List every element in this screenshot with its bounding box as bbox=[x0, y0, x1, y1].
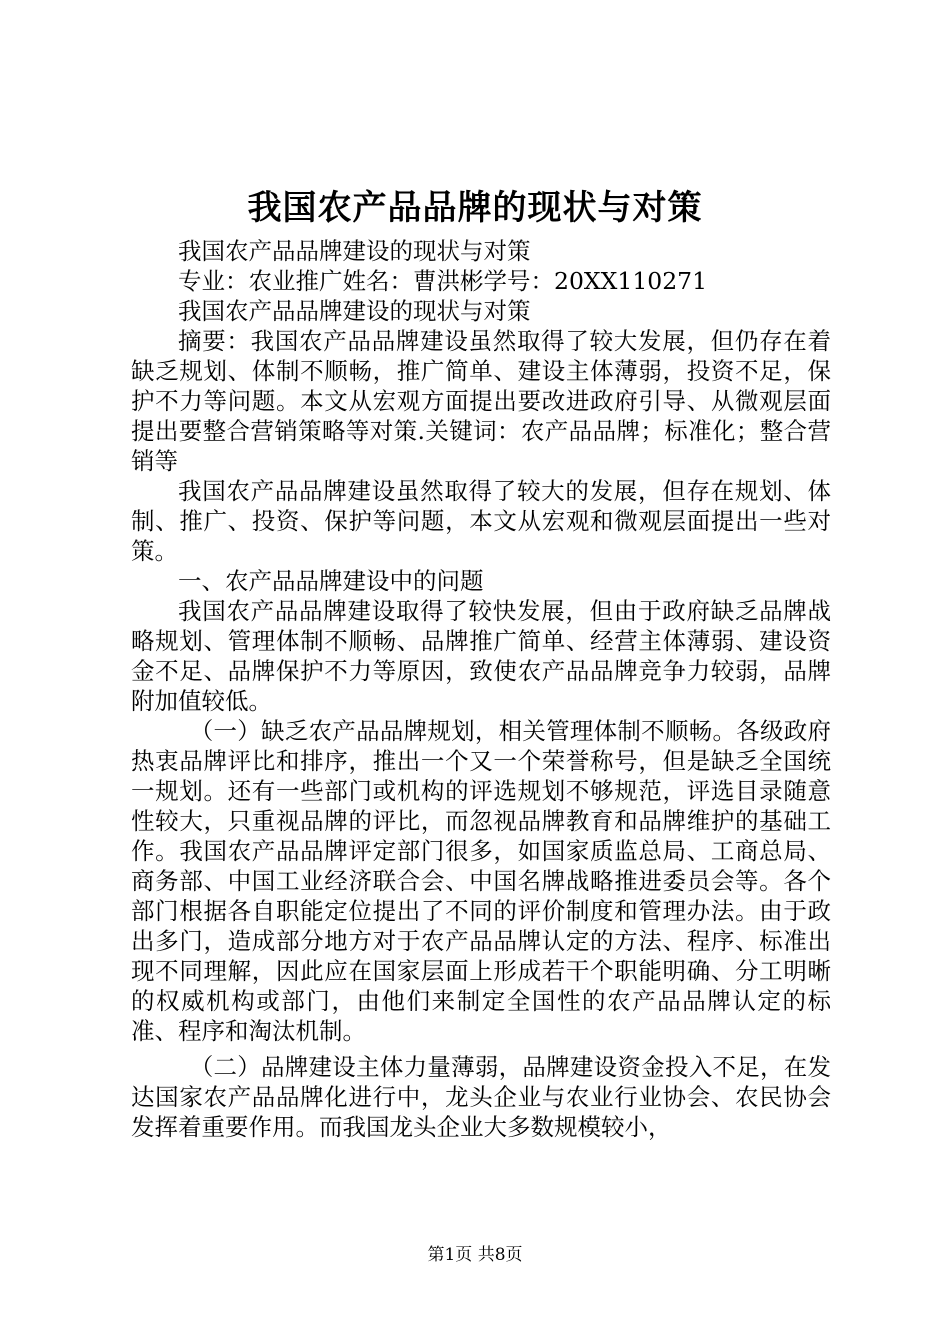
subsection-1-paragraph: （一）缺乏农产品品牌规划，相关管理体制不顺畅。各级政府热衷品牌评比和排序，推出一个又一个荣誉称号，但是缺乏全国统一规划。还有一些部门或机构的评选规划不够规范，评选目录随意性较大，只重视品牌的评比，而忽视品牌教育和品牌维护的基础工作。我国农产品品牌评定部门很多，如国家质监总局、工商总局、商务部、中国工业经济联合会、中国名牌战略推进委员会等。各个部门根据各自职能定位提出了不同的评价制度和管理办法。由于政出多门，造成部分地方对于农产品品牌认定的方法、程序、标准出现不同理解，因此应在国家层面上形成若干个职能明确、分工明晰的权威机构或部门，由他们来制定全国性的农产品品牌认定的标准、程序和淘汰机制。 bbox=[131, 717, 831, 1045]
subsection-2-paragraph: （二）品牌建设主体力量薄弱，品牌建设资金投入不足，在发达国家农产品品牌化进行中，龙头企业与农业行业协会、农民协会发挥着重要作用。而我国龙头企业大多数规模较小， bbox=[131, 1053, 831, 1141]
intro-paragraph: 我国农产品品牌建设虽然取得了较大的发展，但存在规划、体制、推广、投资、保护等问题，本文从宏观和微观层面提出一些对策。 bbox=[131, 477, 831, 565]
page-footer: 第1页 共8页 bbox=[427, 1245, 523, 1265]
section-intro-paragraph: 我国农产品品牌建设取得了较快发展，但由于政府缺乏品牌战略规划、管理体制不顺畅、品牌推广简单、经营主体薄弱、建设资金不足、品牌保护不力等原因，致使农产品品牌竞争力较弱，品牌附加值较低。 bbox=[131, 597, 831, 715]
author-info-paragraph: 专业：农业推广姓名：曹洪彬学号：20XX110271 bbox=[178, 267, 708, 295]
subtitle-repeat-paragraph: 我国农产品品牌建设的现状与对策 bbox=[178, 297, 531, 325]
abstract-paragraph: 摘要：我国农产品品牌建设虽然取得了较大发展，但仍存在着缺乏规划、体制不顺畅，推广简单、建设主体薄弱，投资不足，保护不力等问题。本文从宏观方面提出要改进政府引导、从微观层面提出要整合营销策略等对策.关键词：农产品品牌；标准化；整合营销等 bbox=[131, 327, 831, 475]
document-body bbox=[131, 236, 831, 1142]
subtitle-paragraph: 我国农产品品牌建设的现状与对策 bbox=[178, 237, 531, 265]
section-heading: 一、农产品品牌建设中的问题 bbox=[178, 567, 484, 595]
document-title: 我国农产品品牌的现状与对策 bbox=[247, 188, 703, 228]
